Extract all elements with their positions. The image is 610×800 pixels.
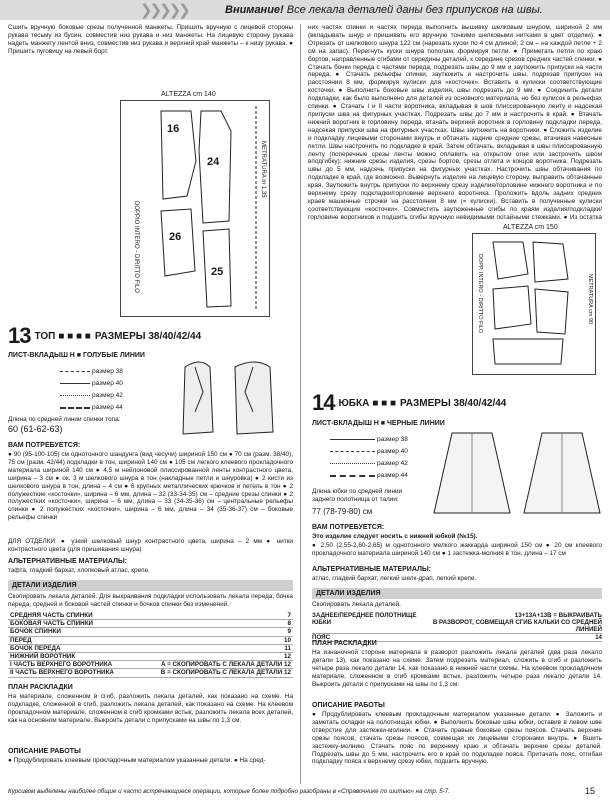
table-row: НИЖНИЙ ВОРОТНИК 12 [10,653,291,661]
fig2-title: ALTEZZA cm 150 [503,224,558,231]
size-legend: размер 38 размер 40 размер 42 размер 44 [330,434,408,482]
details-text: Скопировать лекала деталей. Для выкраивания подкладки использовать лекала переда, бочка переда, средней и боковой частей спинки и бочков спинки без изменений. [8,593,293,608]
section-number: 14 [312,390,335,415]
piece-number: 24 [207,156,220,168]
fig1-title: ALTEZZA cm 140 [161,91,216,98]
section-title: ЮБКА [338,397,370,409]
work-title: ОПИСАНИЕ РАБОТЫ [8,748,81,755]
square-icon: ■ ■ ■ ■ [58,330,91,342]
intro-text: Сшить вручную боковые срезы полученной манжеты. Пришить вручную с лицевой стороны рукава тесьму из бусин, совместив низ рукава и низ манжеты. На лицевую сторону рукава надеть манжету лентой вниз, совместив низ рукава и верхний край манжеты – к низу рукава. ● Пришить пуговицу на левый борт. [8,24,293,55]
sheet-label: ЛИСТ-ВКЛАДЫШ H ■ ЧЕРНЫЕ ЛИНИИ [312,420,445,427]
top-illustration [175,352,283,440]
sheet-label: ЛИСТ-ВКЛАДЫШ H ■ ГОЛУБЫЕ ЛИНИИ [8,352,145,359]
footer-note: Курсивом выделены наиболее общие и часто встречающиеся операции, которые более подробно разобраны в «Справочнике по шитью» на стр. 5-7. [8,788,450,795]
warning-banner [225,4,543,16]
column-divider [300,24,301,784]
skirt-illustration [432,428,602,518]
piece-number: 26 [169,231,182,243]
table-row: БОКОВАЯ ЧАСТЬ СПИНКИ 8 [10,620,291,628]
piece-number: 25 [211,266,224,278]
header-bar [0,0,610,20]
layout-text: На изнаночной стороне материала в разворот разложить лекала деталей (два раза лекало детали 13), как показано на схеме. Затем подрезать материал, сложить в сгиб и разложить четыре раза лекало детали 14, как показано в нижней части схемы. На клеевом прокладочном материале, сложенном в сгиб кромками встык, разложить четыре раза лекало детали 14. Выкроить детали с припусками на швы по 1,3 см. [312,649,602,688]
top-garment-svg [175,352,283,440]
layout-diagram-1 [120,91,270,317]
length-values: 77 (78-79-80) см [312,507,373,516]
parts-table-14 [312,612,602,642]
layout-title: ПЛАН РАСКЛАДКИ [8,684,73,691]
alt-title: АЛЬТЕРНАТИВНЫЕ МАТЕРИАЛЫ: [312,566,432,573]
chevron-right-icon: ❯❯❯❯❯ [140,2,188,19]
warning-label: Внимание! [225,4,284,16]
pattern-layout-svg [121,101,269,316]
details-title: ДЕТАЛИ ИЗДЕЛИЯ [8,580,293,591]
warning-text: Все лекала деталей даны без припусков на швы. [286,4,543,16]
page-number: 15 [585,786,596,796]
col2-text-top: них частях спинки и частях переда выполнить вышивку шелковым шнуром, шириной 2 мм (вкладывать шнур и пришивать его вручную тонкими шелковыми нитками в цвет отделки). ● Отрезать от шелкового шнура 122 см (нарезать куски по 4 см длиной; 2 см – на каждой петле + 2 см на запас). Перегнуть куски шнура пополам, формируя петли. ● Приметать петли по краю бортов, направленные сгибами от середины деталей, к середине срезов средних частей спинки. ● Стачать бочки переда с частями переда, подрезать швы до 9 мм и заутюжить припуски на части переда. ● Стачать рельефы спинки, заутюжить и настрочить швы, подрезав припуски на расстоянии 8 мм, формируя кулиски для «косточек». Вставить в кулиски соответствующие косточки. ● Выполнить боковые швы изделия, швы подрезать до 9 мм. ● Соединить детали подкладки, как было выполнено для деталей из основного материала, но без кулисок в рельефах спинки. ● Стачать I и II части воротника, вкладывая в шов плиссированную ленту и надсекая припуски шва на фигурных участках. Подрезать швы до 7 мм и настрочить в край. ● Втачать нижний воротник в горловину переда, втачать верхний воротник в горловину подкладки переда, надсекая припуски шва на фигурных участках. Швы заутюжить на воротники. ● Сложить изделие и подкладку лицевыми сторонами внутрь и обтачать задние средние срезы, втачивая навесные петли. Швы настрочить по подкладке в край. Затем обтачать, вкладывая в швы плиссированную ленту (поперечные срезы ленты можно оплавить на открытом огне или застрочить швом вподгибку): нижние срезы изделия, срезы бортов, срезы отлета и концов воротника. Подрезать швы до 5 мм, надсечь припуски на фигурных участках. Настрочить швы обтачивания по подкладке в край, где возможно. Вывернуть изделие на лицевую сторону, выправить обтачанные края. Заутюжить внутрь припуски по верхнему срезу изделия/горловине нижнего воротника и по верхнему срезу подкладки/горловине верхнего воротника. Проложить вдоль задних средних краев машинные строчки на расстоянии 8 мм (= кулиски). Вставить в полученные кулиски соответствующие «косточки». Совместить заутюженные сгибы по краям изделия/подкладки/горловине воротников и подшить сгибы вручную невидимыми потайными стежками. ● Из остатка [308,24,602,220]
need-text: ● 2,50 (2,55-2,60-2,65) м однотонного мелкого жаккарда шириной 150 см ● 20 см клеевого прокладочного материала шириной 140 см ● 1 застежка-молния в тон, длина – 17 см [312,542,602,557]
table-row: БОЧОК ПЕРЕДА 11 [10,644,291,652]
square-icon: ■ ■ ■ [372,397,396,409]
work-text: ● Продублировать клеевым прокладочным материалом указанные детали. ● На сред- [8,757,266,764]
fig2-grain-label: DOPP. INTERO - DIRITTO FILO [477,254,483,334]
section-number: 13 [8,323,31,348]
need-note: Это изделие следует носить с нижней юбкой (№15). [312,533,478,540]
section-14-header [312,388,506,418]
table-row: БОЧОК СПИНКИ 9 [10,628,291,636]
work-text: ● Продублировать клеевым прокладочным материалом указанные детали. ● Заложить и заметать складки на полотнищах юбки. ● Выполнить боковые швы юбки, оставив в левом шве отверстие для застежки-молнии. ● Стачать правые боковые срезы поясов. Стачать верхние срезы поясов, стачать срезы поясов, совмещая их лицевыми сторонами внутрь. ● Вшить застежку-молнию. Стачать пояс по верхнему краю и обтачать верхние срезы деталей. Подрезать швы до 5 мм, настрочить его в край по подкладке пояса. Притачать пояс, отгибая подкладку пояса к верхнему срезу юбки, подшить вручную. [312,711,602,766]
alt-title: АЛЬТЕРНАТИВНЫЕ МАТЕРИАЛЫ: [8,558,128,565]
fig2-metrage-label: METRATURA cm 90 [587,274,593,325]
need-title: ВАМ ПОТРЕБУЕТСЯ: [312,524,385,531]
length-note: Длина по средней линии спинки топа: [8,416,121,423]
skirt-svg [432,428,602,518]
size-legend: размер 38 размер 40 размер 42 размер 44 [60,366,123,414]
fig1-grain-label: DOPPIO INTERO - DIRITTO FILO [133,201,139,293]
layout-text: На материале, сложенном в сгиб, разложить лекала деталей, как показано на схеме. На подкладке, сложенной в сгиб, разложить лекала деталей, как показано на схеме. На клеевом прокладочном материале, сложенном в сгиб кромками встык, разложить лекала всех деталей, как на основном материале. Выкроить детали с припусками на швы по 1,3 см. [8,693,293,724]
need-text: ● 90 (95-100-105) см однотонного шандунга (вид чесучи) шириной 150 см ● 70 см (разм. 38/40), 75 см (разм. 42/44) подкладки в тон, шириной 140 см ● 105 см легкого клеевого прокладочного материала шириной 140 см ● 4,5 м нейлоновой плиссированной ленты контрастного цвета, ширина – 3 см ● ок. 3 м шелкового шнура в тон (накладные петли и шнуровка) ● 2 кисти из шелкового шнура в тон, длина – 4 см ● 6 крупных металлических крючков и петель в тон ● 2 полужесткие «косточки», ширина – 6 мм, длина – 32 (33-34-35) см – средние срезы спинки ● 2 полужестких «косточки», ширина – 6 мм, длина – 33 (34-35-36) см – центральные рельефы спинки ● 2 полужестких «косточки», ширина – 6 мм, длина – 34 (35-36-37) см – боковые рельефы спинки [8,451,293,522]
details-text: Скопировать лекала деталей. [312,601,401,608]
table-row: I ЧАСТЬ ВЕРХНЕГО ВОРОТНИКА A = СКОПИРОВАТЬ С ЛЕКАЛА ДЕТАЛИ 12 [10,661,291,669]
need-title: ВАМ ПОТРЕБУЕТСЯ: [8,442,81,449]
section-sizes: РАЗМЕРЫ 38/40/42/44 [94,330,202,342]
table-row: СРЕДНЯЯ ЧАСТЬ СПИНКИ 7 [10,612,291,619]
length-note: Длина юбки по средней линии заднего полотнища от талии: [312,488,403,503]
alt-text: атлас, гладкий бархат, легкий шелк-драп, легкий крепе. [312,575,477,582]
section-sizes: РАЗМЕРЫ 38/40/42/44 [400,397,507,409]
layout-diagram-2 [472,224,596,375]
parts-table [8,612,293,678]
alt-text: тафта, гладкий бархат, хлопковый атлас, крепе. [8,567,150,574]
section-title: ТОП [34,330,56,342]
section-13-header [8,321,201,351]
table-row: ЗАДНЕЕ/ПЕРЕДНЕЕ ПОЛОТНИЩЕ ЮБКИ 13+13A+13B = ВЫКРАИВАТЬ В РАЗВОРОТ, СОВМЕЩАЯ СГИБ КАЛЬКИ СО СРЕДНЕЙ ЛИНИЕЙ [312,612,602,633]
work-title: ОПИСАНИЕ РАБОТЫ [312,702,385,709]
table-row: ПЕРЕД 10 [10,636,291,644]
table-row: ПОЯС 14 [312,634,602,641]
table-row: II ЧАСТЬ ВЕРХНЕГО ВОРОТНИКА B = СКОПИРОВАТЬ С ЛЕКАЛА ДЕТАЛИ 12 [10,669,291,677]
piece-number: 16 [167,123,180,135]
finish-text: ДЛЯ ОТДЕЛКИ: ● узкий шелковый шнур контрастного цвета, ширина – 2 мм ● нитки контрастного цвета (для пришивания шнура) [8,538,293,553]
length-values: 60 (61-62-63) [8,424,63,434]
pattern-layout-svg-2 [473,234,595,374]
fig1-metrage-label: METRATURA m 1,35 [260,141,266,198]
layout-title: ПЛАН РАСКЛАДКИ [312,640,377,647]
details-title: ДЕТАЛИ ИЗДЕЛИЯ [312,588,602,599]
